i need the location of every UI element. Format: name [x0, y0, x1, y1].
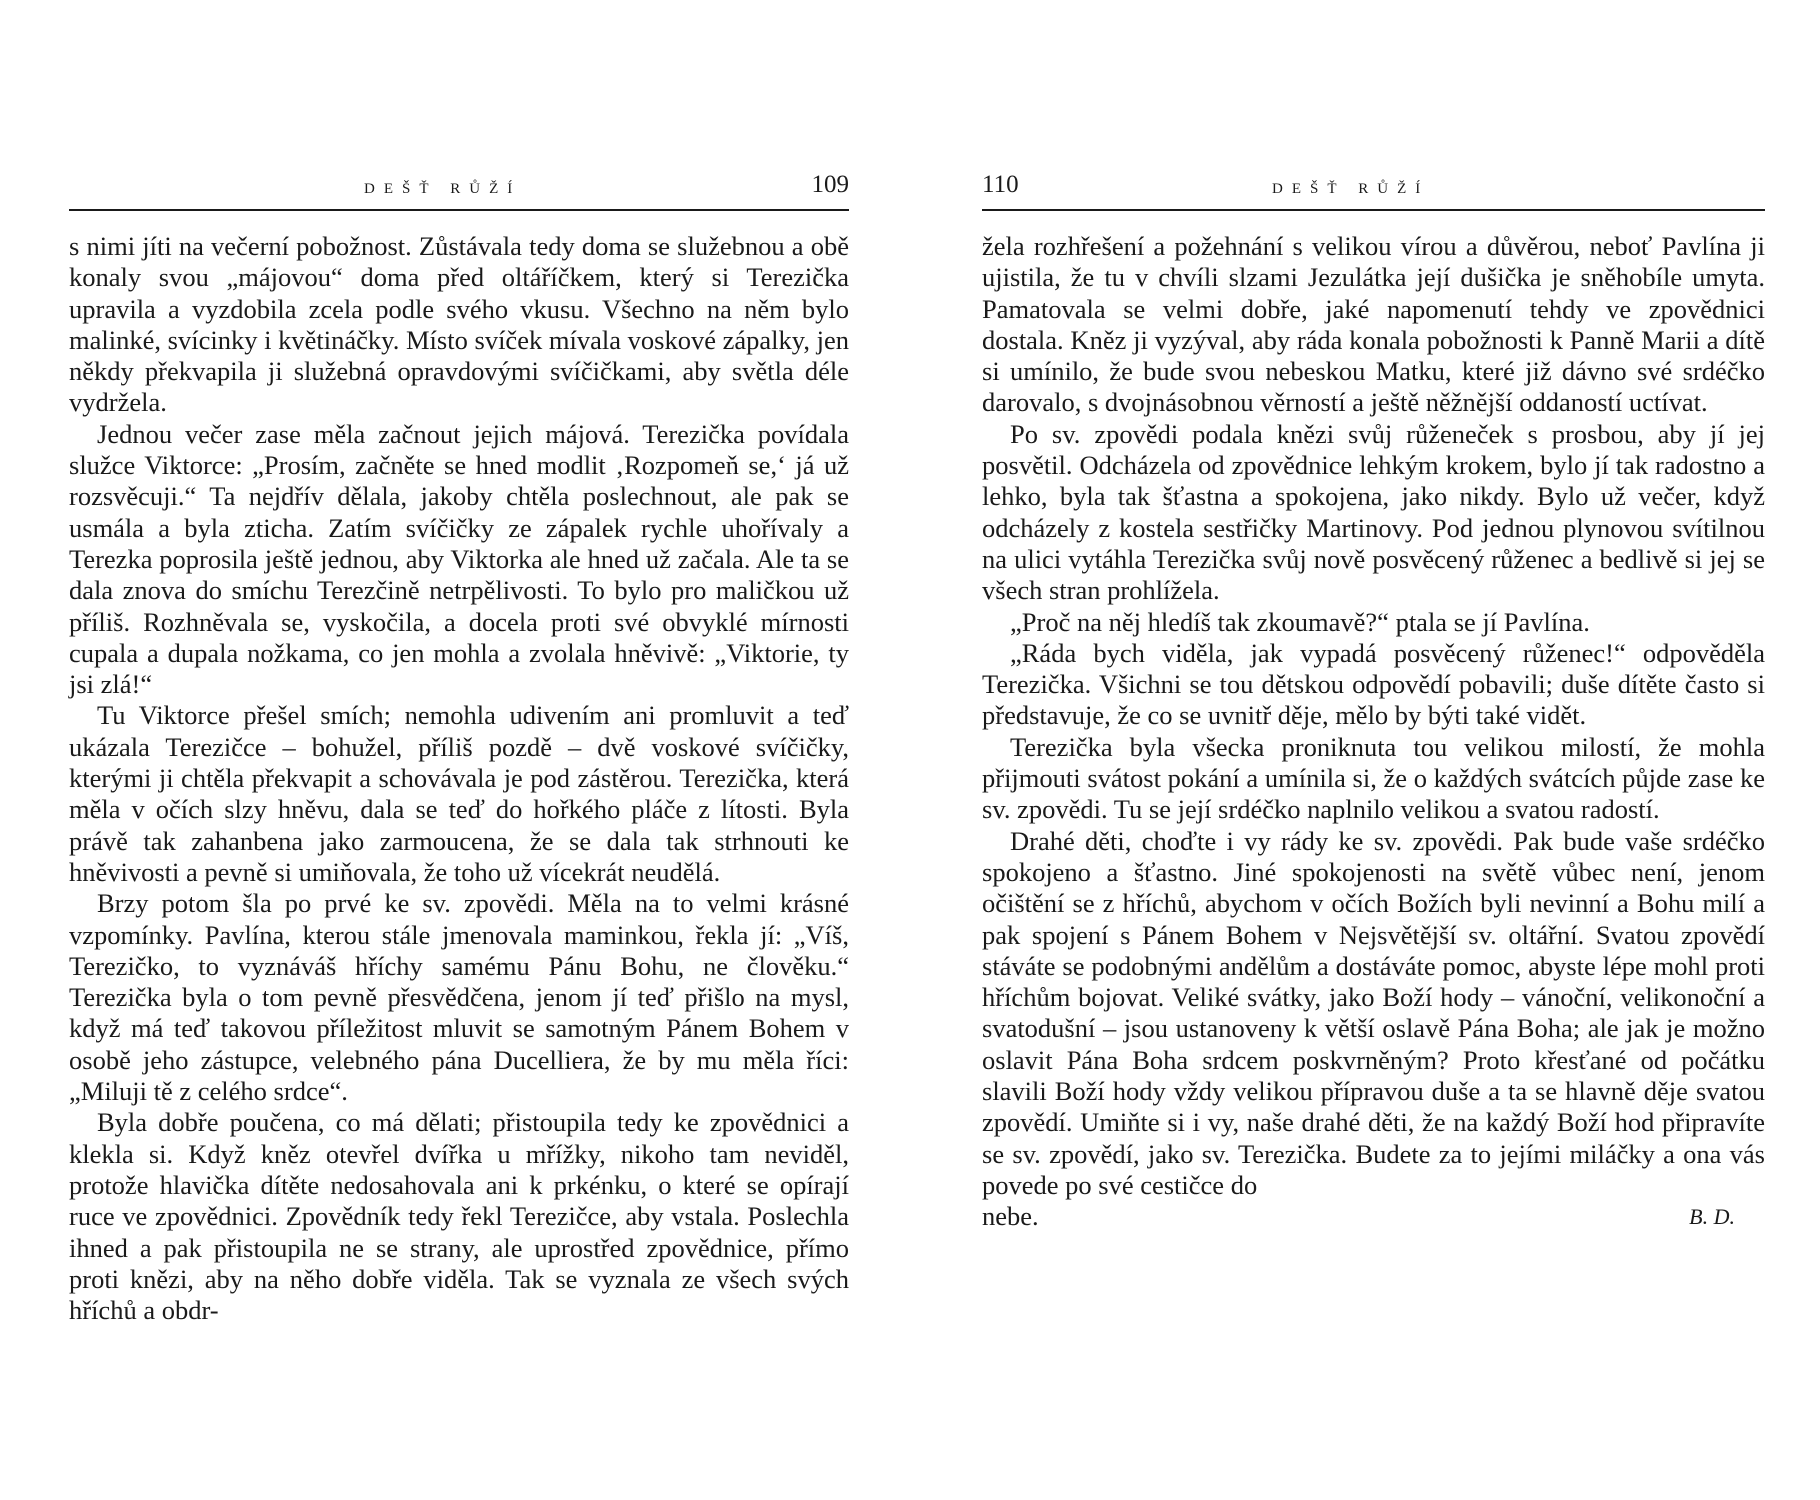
paragraph: „Ráda bych viděla, jak vypadá posvěcený růženec!“ odpověděla Terezička. Všichni se tou dětskou odpovědí pobavili; duše dítěte často si představuje, že co se uvnitř děje, mělo by býti také vidět. — [982, 637, 1765, 731]
paragraph: Drahé děti, choďte i vy rády ke sv. zpovědi. Pak bude vaše srdéčko spokojeno a šťastno. Jiné spokojenosti na světě vůbec není, jenom očištění se z hříchů, abychom v očích Božích byli nevinní a Bohu milí a pak spojení s Pánem Bohem v Nejsvětější sv. oltářní. Svatou zpovědí stáváte se podobnými andělům a dostáváte pomoc, abyste lépe mohl proti hříchům bojovat. Veliké svátky, jako Boží hody – vánoční, velikonoční a svatodušní – jsou ustanoveny k větší oslavě Pána Boha; ale jak je možno oslavit Pána Boha srdcem poskvrněným? Proto křesťané od počátku slavili Boží hody vždy velikou přípravou duše a ta se hlavně děje svatou zpovědí. Umiňte si i vy, naše drahé děti, že na každý Boží hod připravíte se sv. zpovědí, jako sv. Terezička. Budete za to jejími miláčky a ona vás povede po své cestičce do — [982, 825, 1765, 1200]
left-page-body — [69, 231, 849, 1326]
closing-line — [982, 1201, 1765, 1232]
paragraph: s nimi jíti na večerní pobožnost. Zůstávala tedy doma se služebnou a obě konaly svou „májovou“ doma před oltáříčkem, který si Terezička upravila a vyzdobila zcela podle svého vkusu. Všechno na něm bylo malinké, svícinky i květináčky. Místo svíček mívala voskové zápalky, jen někdy překvapila ji služebná opravdovými svíčičkami, aby světla déle vydržela. — [69, 231, 849, 418]
paragraph: žela rozhřešení a požehnání s velikou vírou a důvěrou, neboť Pavlína ji ujistila, že tu v chvíli slzami Jezulátka její dušička je sněhobíle umyta. Pamatovala se velmi dobře, jaké napomenutí tehdy ve zpovědnici dostala. Kněz ji vyzýval, aby ráda konala pobožnosti k Panně Marii a dítě si umínilo, že bude svou nebeskou Matku, které již dávno své srdéčko darovalo, s dvojnásobnou věrností a ještě něžnější oddaností uctívat. — [982, 231, 1765, 418]
paragraph: Tu Viktorce přešel smích; nemohla udivením ani promluvit a teď ukázala Terezičce – bohužel, příliš pozdě – dvě voskové svíčičky, kterými ji chtěla překvapit a schovávala je pod zástěrou. Terezička, která měla v očích slzy hněvu, dala se teď do hořkého pláče z lítosti. Byla právě tak zahanbena jako zarmoucena, že se dala tak strhnouti ke hněvivosti a pevně si umiňovala, že toho už vícekrát neudělá. — [69, 700, 849, 887]
right-page-header — [982, 171, 1765, 211]
paragraph: Terezička byla všecka proniknuta tou velikou milostí, že mohla přijmouti svátost pokání a umínila si, že o každých svátcích půjde zase ke sv. zpovědi. Tu se její srdéčko naplnilo velikou a svatou radostí. — [982, 731, 1765, 825]
running-title: DEŠŤ RŮŽÍ — [1272, 181, 1430, 197]
paragraph: Po sv. zpovědi podala knězi svůj růženeček s prosbou, aby jí jej posvětil. Odcházela od zpovědnice lehkým krokem, bylo jí tak radostno a lehko, byla tak šťastna a spokojena, jako nikdy. Bylo už večer, když odcházely z kostela sestřičky Martinovy. Pod jednou plynovou svítilnou na ulici vytáhla Terezička svůj nově posvěcený růženec a bedlivě si jej se všech stran prohlížela. — [982, 418, 1765, 606]
right-page — [982, 171, 1765, 1233]
page-number: 110 — [982, 171, 1019, 198]
right-page-body — [982, 231, 1765, 1233]
running-title: DEŠŤ RŮŽÍ — [364, 181, 522, 197]
paragraph-end: nebe. — [982, 1201, 1039, 1232]
author-signature: B. D. — [1689, 1204, 1735, 1230]
left-page-header — [69, 171, 849, 211]
paragraph: Jednou večer zase měla začnout jejich májová. Terezička povídala služce Viktorce: „Prosím, začněte se hned modlit ‚Rozpomeň se,‘ já už rozsvěcuji.“ Ta nejdřív dělala, jakoby chtěla poslechnout, ale pak se usmála a byla zticha. Zatím svíčičky ze zápalek rychle uhořívaly a Terezka poprosila ještě jednou, aby Viktorka ale hned už začala. Ale ta se dala znova do smíchu Terezčině netrpělivosti. To bylo pro maličkou už příliš. Rozhněvala se, vyskočila, a docela proti své obvyklé mírnosti cupala a dupala nožkama, co jen mohla a zvolala hněvivě: „Viktorie, ty jsi zlá!“ — [69, 418, 849, 700]
left-page — [69, 171, 849, 1326]
paragraph: Brzy potom šla po prvé ke sv. zpovědi. Měla na to velmi krásné vzpomínky. Pavlína, kterou stále jmenovala maminkou, řekla jí: „Víš, Terezičko, to vyznáváš hříchy samému Pánu Bohu, ne člověku.“ Terezička byla o tom pevně přesvědčena, jenom jí teď přišlo na mysl, když má teď takovou příležitost mluvit se samotným Pánem Bohem v osobě jeho zástupce, velebného pána Ducelliera, že by mu měla říci: „Miluji tě z celého srdce“. — [69, 888, 849, 1107]
paragraph: „Proč na něj hledíš tak zkoumavě?“ ptala se jí Pavlína. — [1010, 606, 1590, 637]
paragraph: Byla dobře poučena, co má dělati; přistoupila tedy ke zpovědnici a klekla si. Když kněz otevřel dvířka u mřížky, nikoho tam neviděl, protože hlavička dítěte nedosahovala ani k prkénku, o které se opírají ruce ve zpovědnici. Zpovědník tedy řekl Terezičce, aby vstala. Poslechla ihned a pak přistoupila ne se strany, ale uprostřed zpovědnice, přímo proti knězi, aby na něho dobře viděla. Tak se vyznala ze všech svých hříchů a obdr- — [69, 1107, 849, 1326]
page-number: 109 — [811, 171, 849, 198]
